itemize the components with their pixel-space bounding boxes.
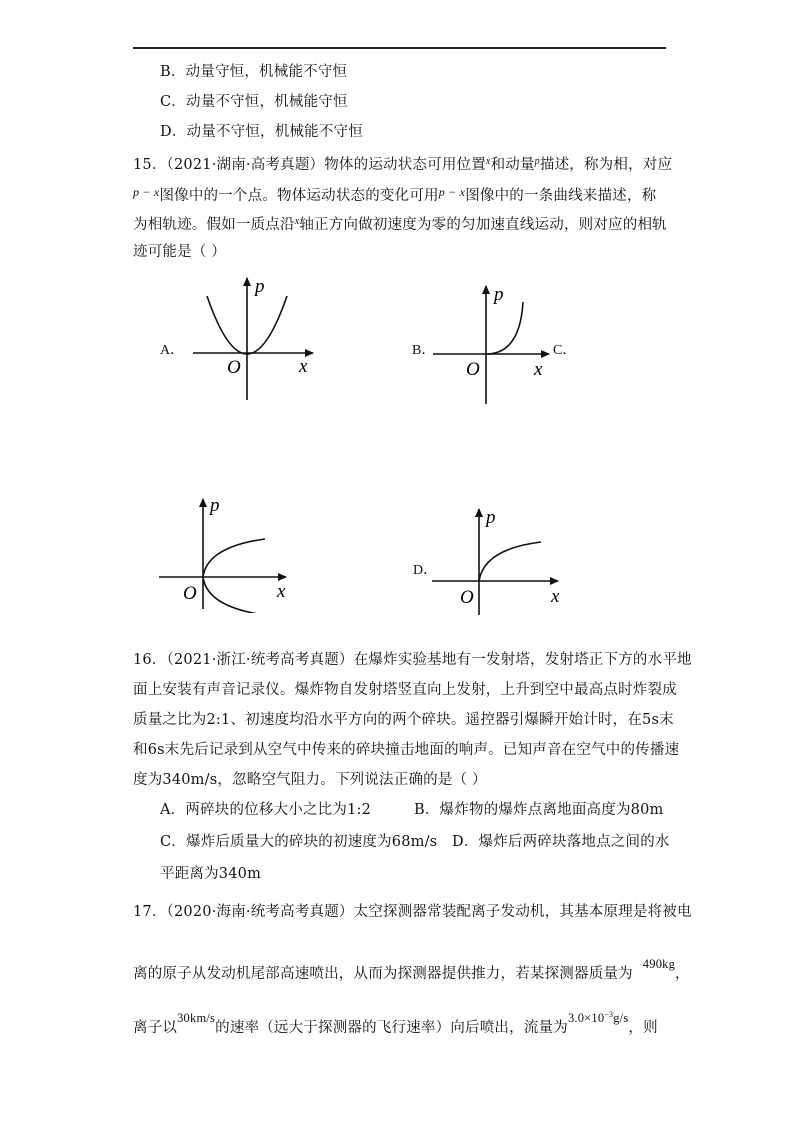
q15-option-d-graph[interactable]: [430, 505, 570, 620]
q17-speed: 30km/s: [177, 1011, 216, 1025]
q16-option-d[interactable]: D．爆炸后两碎块落地点之间的水: [452, 834, 670, 850]
axis-p-label: p: [494, 284, 504, 305]
q17-flow-base: 3.0×10: [567, 1011, 605, 1025]
q15-line2: [133, 182, 656, 206]
q15-text-f: 为相轨迹。假如一质点沿: [133, 217, 295, 233]
q16-line4: 和6s末先后记录到从空气中传来的碎块撞击地面的响声。已知声音在空气中的传播速: [133, 742, 680, 758]
q17-flow-unit: g/s: [613, 1011, 629, 1025]
origin-label: O: [460, 587, 474, 608]
phase-curve: [479, 542, 541, 581]
q15-option-b-label[interactable]: B．: [412, 343, 436, 358]
q17-line2: [133, 957, 690, 984]
q17-flow: [568, 1011, 628, 1025]
q15-var-p: p: [534, 156, 540, 167]
q17-text-c: 离子以: [133, 1020, 178, 1036]
phase-curve-upper: [203, 539, 265, 577]
q15-text-a: 15．（2021·湖南·高考真题）物体的运动状态可用位置: [133, 157, 486, 173]
q16-line5: 度为340m/s，忽略空气阻力。下列说法正确的是（ ）: [133, 772, 487, 788]
q15-option-a-graph[interactable]: [185, 272, 325, 407]
origin-label: O: [227, 357, 241, 378]
q16-option-a[interactable]: A．两碎块的位移大小之比为1:2: [160, 802, 372, 818]
q15-line1: [133, 152, 672, 175]
q15-px-label-1: p − x: [133, 185, 160, 199]
q16-option-d-cont: 平距离为340m: [160, 866, 262, 882]
axis-x-label: x: [534, 359, 543, 380]
axis-x-label: x: [299, 356, 308, 377]
q15-text-b: 和动量: [490, 157, 535, 173]
q17-text-d: 的速率（远大于探测器的飞行速率）向后喷出，流量为: [215, 1020, 568, 1036]
axis-p-label: p: [255, 276, 265, 297]
q15-var-x-2: x: [294, 216, 300, 227]
q15-line4: 迹可能是（ ）: [133, 244, 227, 260]
q17-mass: 490kg: [642, 957, 676, 971]
header-rule: [133, 47, 666, 49]
q15-line3: [133, 212, 667, 235]
origin-label: O: [466, 359, 480, 380]
axis-x-label: x: [551, 586, 560, 607]
q17-flow-exp: −3: [604, 1010, 614, 1019]
q17-line3: [133, 1010, 658, 1038]
q15-var-x: x: [485, 156, 491, 167]
q15-text-g: 轴正方向做初速度为零的匀加速直线运动，则对应的相轨: [299, 217, 667, 233]
q16-line3: 质量之比为2:1、初速度均沿水平方向的两个碎块。遥控器引爆瞬开始计时，在5s末: [133, 712, 674, 728]
axis-x-label: x: [277, 581, 286, 602]
phase-curve-lower: [203, 577, 265, 613]
q16-line1: 16．（2021·浙江·统考高考真题）在爆炸实验基地有一发射塔，发射塔正下方的水平地: [133, 652, 692, 668]
prev-option-b: B．动量守恒，机械能不守恒: [160, 64, 348, 80]
prev-option-c: C．动量不守恒，机械能守恒: [160, 94, 348, 110]
origin-label: O: [183, 583, 197, 604]
q17-text-b: ，: [675, 966, 690, 982]
q16-line2: 面上安装有声音记录仪。爆炸物自发射塔竖直向上发射，上升到空中最高点时炸裂成: [133, 682, 677, 698]
q16-option-c[interactable]: C．爆炸后质量大的碎块的初速度为68m/s: [160, 834, 438, 850]
phase-curve: [486, 302, 523, 354]
q15-text-d: 图像中的一个点。物体运动状态的变化可用: [159, 188, 439, 204]
q15-text-c: 描述，称为相，对应: [539, 157, 673, 173]
q15-option-b-graph[interactable]: [428, 280, 558, 410]
q15-option-c-label[interactable]: C．: [553, 343, 577, 358]
q15-text-e: 图像中的一条曲线来描述，称: [465, 188, 657, 204]
q15-option-a-label[interactable]: A．: [160, 343, 185, 358]
q17-text-e: ，则: [628, 1020, 658, 1036]
q17-text-a: 离的原子从发动机尾部高速喷出，从而为探测器提供推力，若某探测器质量为: [133, 966, 633, 982]
prev-option-d: D．动量不守恒，机械能不守恒: [160, 124, 363, 140]
q15-option-c-graph[interactable]: [155, 493, 300, 613]
axis-p-label: p: [486, 507, 496, 528]
q16-option-b[interactable]: B．爆炸物的爆炸点离地面高度为80m: [414, 802, 664, 818]
q15-px-label-2: p − x: [438, 185, 466, 199]
q15-option-d-label[interactable]: D．: [413, 563, 438, 578]
q17-line1: 17．（2020·海南·统考高考真题）太空探测器常装配离子发动机，其基本原理是将被电: [133, 904, 692, 920]
axis-p-label: p: [210, 495, 220, 516]
